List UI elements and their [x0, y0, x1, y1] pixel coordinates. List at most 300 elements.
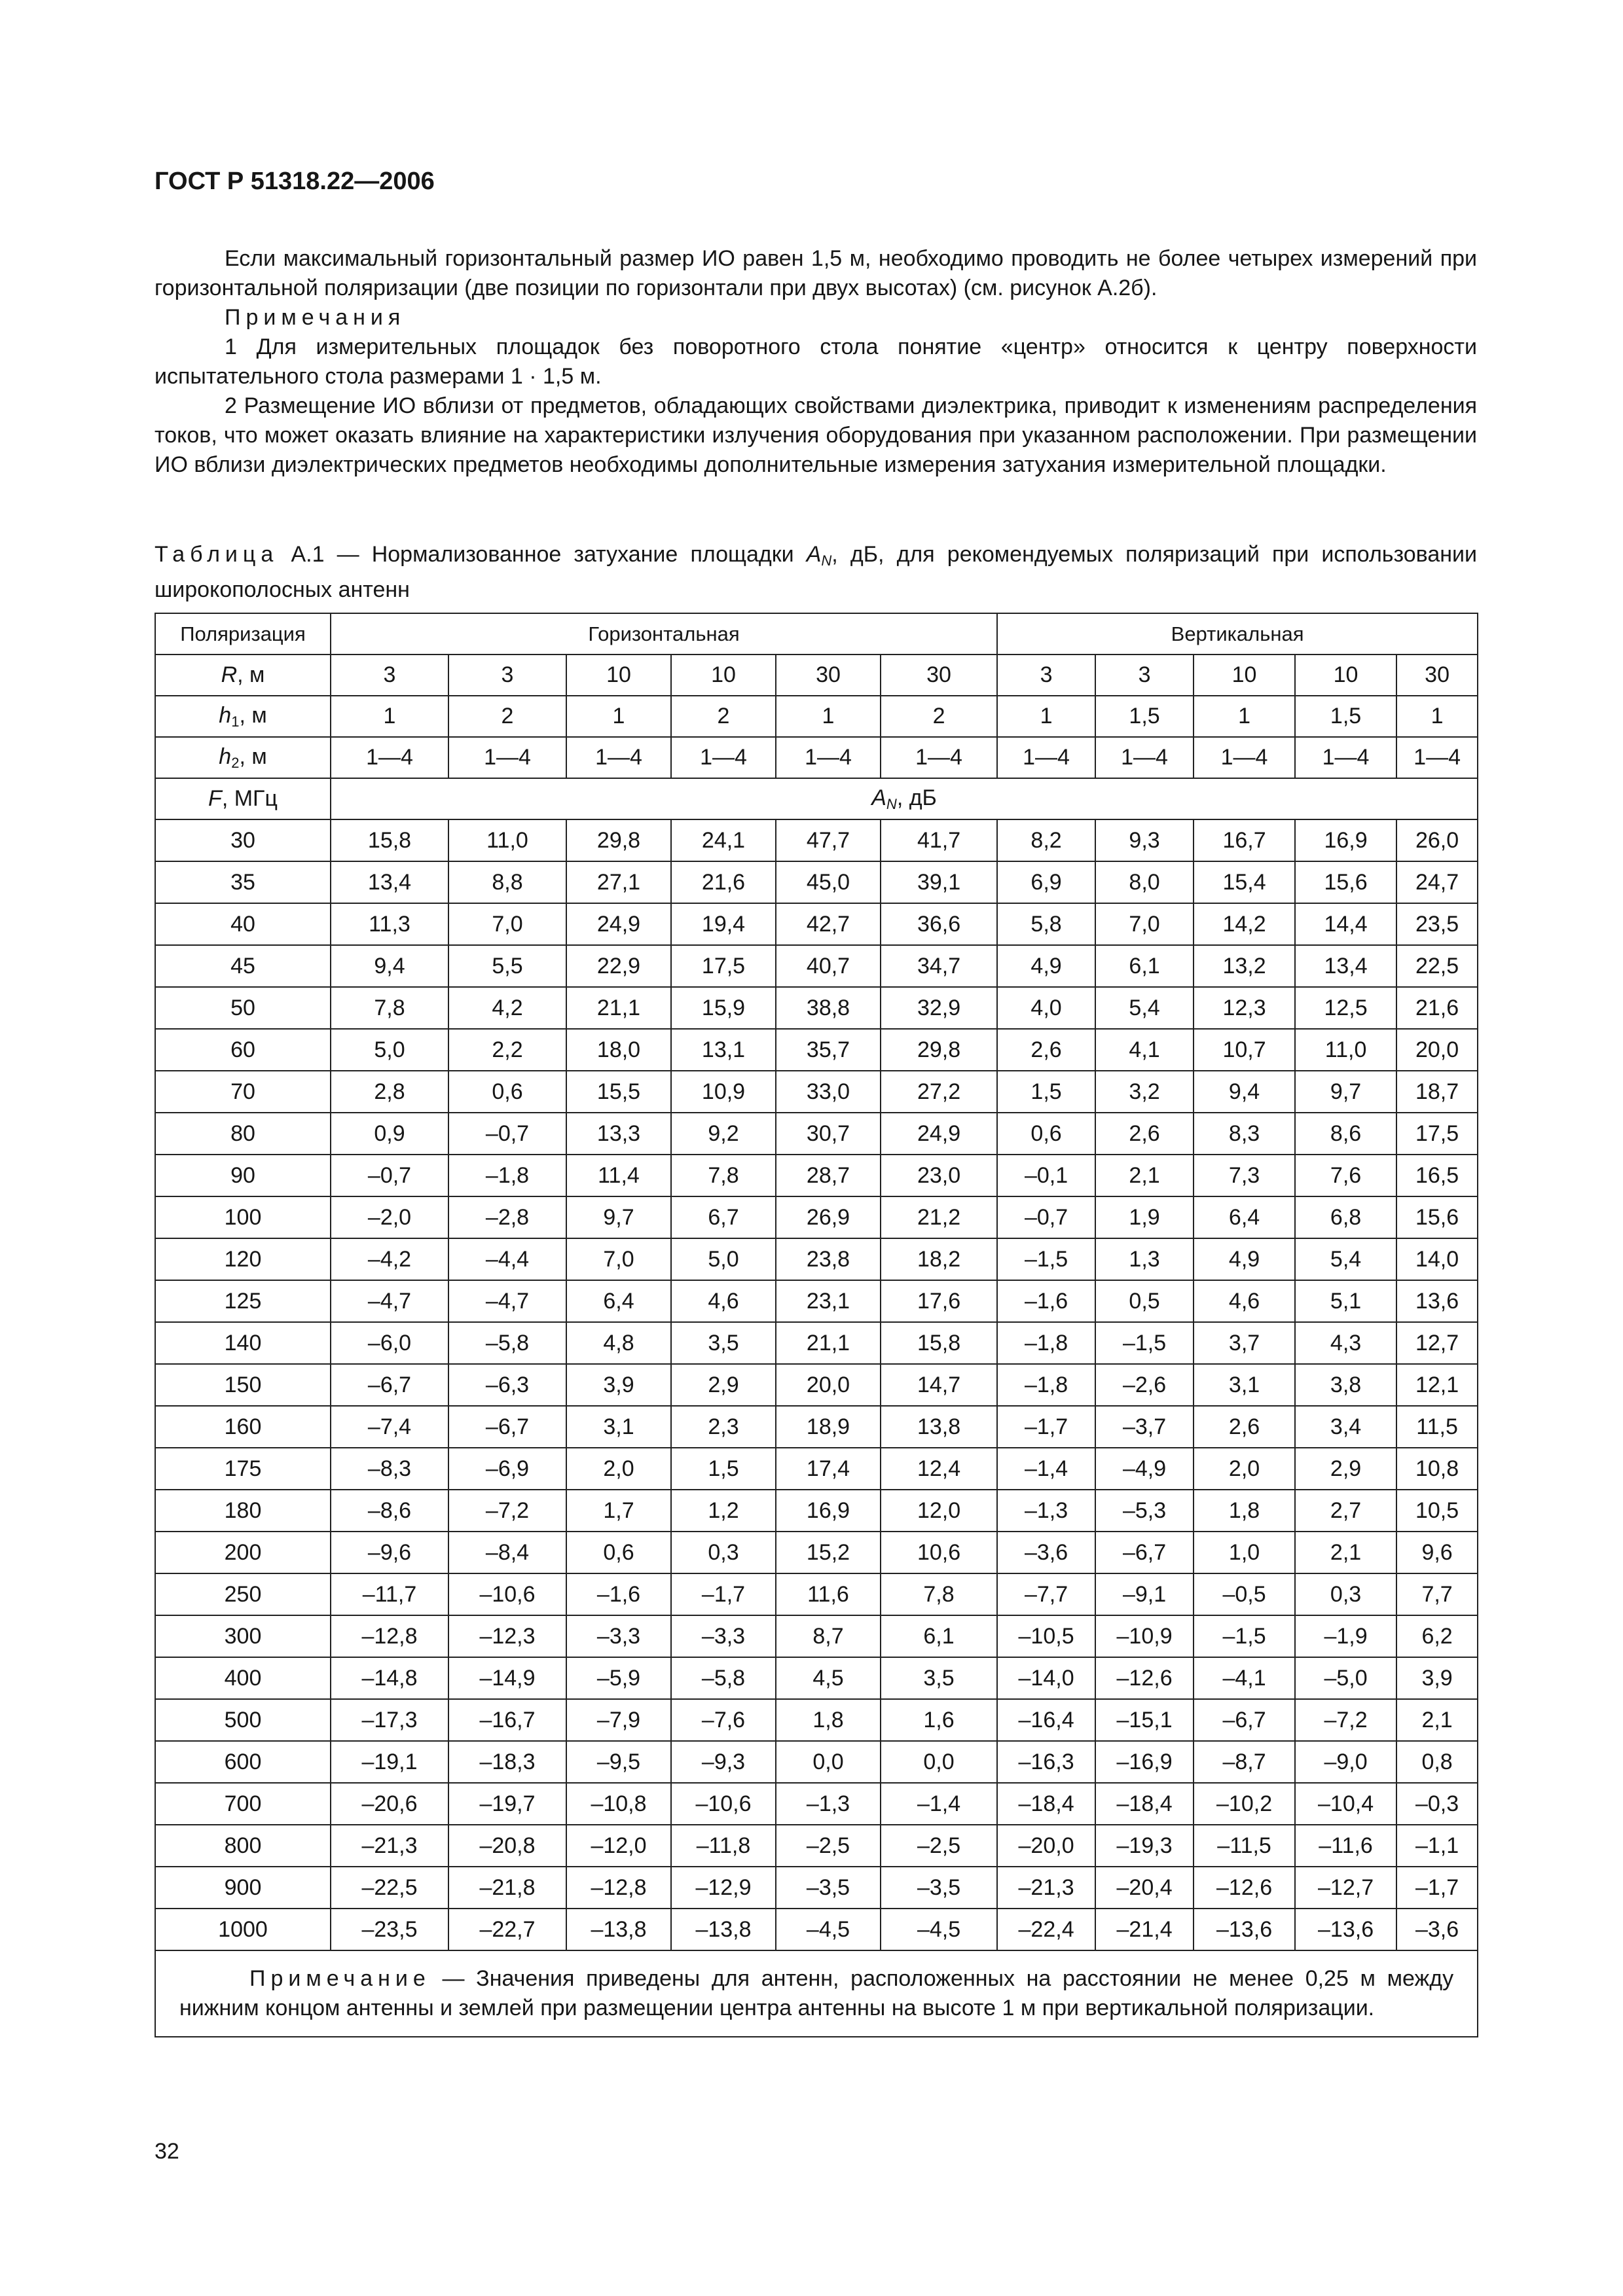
attenuation-cell: 2,1: [1396, 1699, 1478, 1741]
attenuation-cell: –2,5: [881, 1825, 997, 1867]
attenuation-cell: –20,4: [1095, 1867, 1194, 1909]
attenuation-cell: –6,0: [331, 1322, 448, 1364]
attenuation-cell: 6,9: [997, 861, 1095, 903]
attenuation-cell: 10,7: [1194, 1029, 1295, 1071]
attenuation-cell: –10,8: [566, 1783, 671, 1825]
attenuation-cell: –15,1: [1095, 1699, 1194, 1741]
h1-value-cell: 1,5: [1295, 696, 1396, 737]
attenuation-cell: 0,5: [1095, 1280, 1194, 1322]
attenuation-cell: –0,7: [997, 1196, 1095, 1238]
attenuation-cell: 4,1: [1095, 1029, 1194, 1071]
attenuation-cell: 15,8: [881, 1322, 997, 1364]
attenuation-cell: 11,0: [1295, 1029, 1396, 1071]
table-row: [155, 1071, 1478, 1113]
attenuation-cell: 1,8: [1194, 1490, 1295, 1532]
an-sub: N: [886, 795, 897, 812]
caption-label: Таблица: [155, 542, 279, 567]
attenuation-cell: –18,4: [997, 1783, 1095, 1825]
attenuation-cell: –13,6: [1194, 1909, 1295, 1950]
attenuation-cell: 6,4: [1194, 1196, 1295, 1238]
attenuation-cell: 5,4: [1295, 1238, 1396, 1280]
r-label-cell: [155, 655, 331, 696]
attenuation-cell: 2,2: [448, 1029, 566, 1071]
table-row: [155, 1490, 1478, 1532]
attenuation-cell: –2,0: [331, 1196, 448, 1238]
attenuation-cell: 29,8: [566, 819, 671, 861]
attenuation-cell: –1,5: [997, 1238, 1095, 1280]
attenuation-cell: 3,5: [881, 1657, 997, 1699]
attenuation-cell: –0,1: [997, 1155, 1095, 1196]
h2-value-cell: 1—4: [881, 737, 997, 778]
attenuation-cell: 2,6: [1095, 1113, 1194, 1155]
frequency-cell: 90: [155, 1155, 331, 1196]
attenuation-cell: 4,5: [776, 1657, 881, 1699]
attenuation-cell: –9,3: [671, 1741, 776, 1783]
table-row: [155, 1532, 1478, 1573]
f-row: [155, 778, 1478, 819]
attenuation-cell: –5,0: [1295, 1657, 1396, 1699]
h1-value-cell: 2: [881, 696, 997, 737]
attenuation-cell: –0,7: [331, 1155, 448, 1196]
attenuation-cell: 13,3: [566, 1113, 671, 1155]
attenuation-cell: –8,3: [331, 1448, 448, 1490]
attenuation-cell: 28,7: [776, 1155, 881, 1196]
attenuation-cell: 16,5: [1396, 1155, 1478, 1196]
attenuation-cell: 24,7: [1396, 861, 1478, 903]
h2-value-cell: 1—4: [331, 737, 448, 778]
attenuation-cell: 35,7: [776, 1029, 881, 1071]
table-row: [155, 1741, 1478, 1783]
attenuation-cell: 0,8: [1396, 1741, 1478, 1783]
attenuation-cell: 4,9: [1194, 1238, 1295, 1280]
attenuation-cell: –12,8: [331, 1615, 448, 1657]
table-row: [155, 903, 1478, 945]
h2-symbol: h: [219, 744, 232, 769]
frequency-cell: 45: [155, 945, 331, 987]
attenuation-cell: 41,7: [881, 819, 997, 861]
r-value-cell: 10: [1295, 655, 1396, 696]
attenuation-cell: 13,1: [671, 1029, 776, 1071]
attenuation-cell: 11,3: [331, 903, 448, 945]
attenuation-cell: –14,9: [448, 1657, 566, 1699]
page-number: 32: [155, 2139, 179, 2164]
h1-label-cell: [155, 696, 331, 737]
attenuation-cell: 13,4: [1295, 945, 1396, 987]
attenuation-cell: 19,4: [671, 903, 776, 945]
frequency-cell: 900: [155, 1867, 331, 1909]
h1-value-cell: 1,5: [1095, 696, 1194, 737]
attenuation-cell: 18,2: [881, 1238, 997, 1280]
attenuation-cell: 3,5: [671, 1322, 776, 1364]
attenuation-cell: 13,2: [1194, 945, 1295, 987]
attenuation-cell: 1,0: [1194, 1532, 1295, 1573]
attenuation-cell: –12,6: [1194, 1867, 1295, 1909]
attenuation-cell: –1,7: [997, 1406, 1095, 1448]
attenuation-cell: –10,6: [448, 1573, 566, 1615]
attenuation-cell: 32,9: [881, 987, 997, 1029]
table-row: [155, 1657, 1478, 1699]
attenuation-cell: 2,0: [566, 1448, 671, 1490]
attenuation-cell: –1,9: [1295, 1615, 1396, 1657]
h2-label-cell: [155, 737, 331, 778]
attenuation-cell: 22,9: [566, 945, 671, 987]
frequency-cell: 60: [155, 1029, 331, 1071]
attenuation-cell: 15,4: [1194, 861, 1295, 903]
attenuation-cell: –9,1: [1095, 1573, 1194, 1615]
attenuation-cell: 23,0: [881, 1155, 997, 1196]
attenuation-cell: 3,1: [1194, 1364, 1295, 1406]
attenuation-cell: 5,0: [331, 1029, 448, 1071]
attenuation-cell: –13,8: [566, 1909, 671, 1950]
attenuation-cell: –16,9: [1095, 1741, 1194, 1783]
f-label-cell: [155, 778, 331, 819]
attenuation-cell: –20,6: [331, 1783, 448, 1825]
attenuation-cell: 27,2: [881, 1071, 997, 1113]
h1-value-cell: 1: [997, 696, 1095, 737]
frequency-cell: 100: [155, 1196, 331, 1238]
table-row: [155, 1238, 1478, 1280]
an-unit: , дБ: [896, 785, 937, 810]
attenuation-cell: 2,1: [1095, 1155, 1194, 1196]
attenuation-cell: 9,4: [331, 945, 448, 987]
table-row: [155, 1615, 1478, 1657]
attenuation-cell: –16,7: [448, 1699, 566, 1741]
attenuation-cell: –1,7: [671, 1573, 776, 1615]
h2-value-cell: 1—4: [566, 737, 671, 778]
attenuation-cell: –20,0: [997, 1825, 1095, 1867]
attenuation-cell: –3,6: [1396, 1909, 1478, 1950]
attenuation-cell: 17,5: [671, 945, 776, 987]
attenuation-cell: –3,3: [566, 1615, 671, 1657]
attenuation-cell: 14,7: [881, 1364, 997, 1406]
frequency-cell: 70: [155, 1071, 331, 1113]
frequency-cell: 50: [155, 987, 331, 1029]
attenuation-cell: 8,2: [997, 819, 1095, 861]
h1-unit: , м: [239, 702, 267, 728]
attenuation-cell: 7,0: [1095, 903, 1194, 945]
attenuation-cell: 4,6: [1194, 1280, 1295, 1322]
r-value-cell: 30: [881, 655, 997, 696]
attenuation-cell: 1,9: [1095, 1196, 1194, 1238]
attenuation-cell: 3,9: [1396, 1657, 1478, 1699]
attenuation-cell: 27,1: [566, 861, 671, 903]
attenuation-cell: –22,4: [997, 1909, 1095, 1950]
attenuation-cell: 3,9: [566, 1364, 671, 1406]
attenuation-cell: –6,9: [448, 1448, 566, 1490]
caption-text-before: А.1 — Нормализованное затухание площадки: [278, 542, 807, 567]
attenuation-cell: 14,4: [1295, 903, 1396, 945]
attenuation-cell: 4,9: [997, 945, 1095, 987]
attenuation-cell: –5,8: [448, 1322, 566, 1364]
attenuation-cell: 14,2: [1194, 903, 1295, 945]
attenuation-cell: –16,4: [997, 1699, 1095, 1741]
attenuation-cell: 45,0: [776, 861, 881, 903]
attenuation-cell: 1,5: [997, 1071, 1095, 1113]
attenuation-cell: 10,5: [1396, 1490, 1478, 1532]
table-row: [155, 1196, 1478, 1238]
table-note-row: [155, 1950, 1478, 2037]
attenuation-cell: 5,1: [1295, 1280, 1396, 1322]
attenuation-cell: 12,0: [881, 1490, 997, 1532]
attenuation-cell: 7,8: [671, 1155, 776, 1196]
attenuation-cell: –19,3: [1095, 1825, 1194, 1867]
table-row: [155, 819, 1478, 861]
attenuation-cell: –7,7: [997, 1573, 1095, 1615]
attenuation-cell: –3,5: [881, 1867, 997, 1909]
h2-value-cell: 1—4: [671, 737, 776, 778]
attenuation-cell: –1,8: [997, 1322, 1095, 1364]
attenuation-cell: 33,0: [776, 1071, 881, 1113]
attenuation-cell: 0,3: [671, 1532, 776, 1573]
attenuation-cell: –8,4: [448, 1532, 566, 1573]
attenuation-cell: 5,5: [448, 945, 566, 987]
attenuation-cell: –14,0: [997, 1657, 1095, 1699]
attenuation-cell: –4,4: [448, 1238, 566, 1280]
h2-value-cell: 1—4: [1396, 737, 1478, 778]
attenuation-cell: –16,3: [997, 1741, 1095, 1783]
frequency-cell: 700: [155, 1783, 331, 1825]
attenuation-cell: 23,5: [1396, 903, 1478, 945]
attenuation-cell: 0,0: [881, 1741, 997, 1783]
attenuation-cell: 2,9: [1295, 1448, 1396, 1490]
attenuation-cell: 15,6: [1396, 1196, 1478, 1238]
attenuation-cell: 1,2: [671, 1490, 776, 1532]
r-value-cell: 3: [448, 655, 566, 696]
attenuation-cell: –13,6: [1295, 1909, 1396, 1950]
attenuation-cell: –5,8: [671, 1657, 776, 1699]
attenuation-cell: –3,7: [1095, 1406, 1194, 1448]
attenuation-cell: 1,7: [566, 1490, 671, 1532]
table-row: [155, 1113, 1478, 1155]
r-row: [155, 655, 1478, 696]
attenuation-cell: 6,8: [1295, 1196, 1396, 1238]
f-unit: , МГц: [221, 786, 278, 811]
table-note: [155, 1950, 1478, 2037]
attenuation-cell: 40,7: [776, 945, 881, 987]
attenuation-cell: 7,8: [881, 1573, 997, 1615]
attenuation-cell: –11,5: [1194, 1825, 1295, 1867]
table-row: [155, 1825, 1478, 1867]
r-symbol: R: [221, 662, 238, 687]
attenuation-cell: 7,7: [1396, 1573, 1478, 1615]
attenuation-cell: 16,7: [1194, 819, 1295, 861]
attenuation-cell: 7,0: [566, 1238, 671, 1280]
attenuation-cell: –1,6: [997, 1280, 1095, 1322]
f-symbol: F: [208, 786, 222, 811]
attenuation-cell: 12,5: [1295, 987, 1396, 1029]
attenuation-cell: –1,3: [776, 1783, 881, 1825]
attenuation-cell: 11,6: [776, 1573, 881, 1615]
attenuation-cell: –12,7: [1295, 1867, 1396, 1909]
attenuation-cell: –3,6: [997, 1532, 1095, 1573]
frequency-cell: 140: [155, 1322, 331, 1364]
attenuation-cell: –1,3: [997, 1490, 1095, 1532]
attenuation-cell: –10,4: [1295, 1783, 1396, 1825]
attenuation-cell: 4,0: [997, 987, 1095, 1029]
note-1: 1 Для измерительных площадок без поворотного стола понятие «центр» относится к центру поверхности испытательного стола размерами 1 · 1,5 м.: [155, 334, 1477, 389]
frequency-cell: 175: [155, 1448, 331, 1490]
attenuation-cell: 10,6: [881, 1532, 997, 1573]
attenuation-cell: 0,3: [1295, 1573, 1396, 1615]
frequency-cell: 200: [155, 1532, 331, 1573]
attenuation-cell: 2,3: [671, 1406, 776, 1448]
table-row: [155, 1867, 1478, 1909]
attenuation-cell: –21,8: [448, 1867, 566, 1909]
attenuation-cell: 21,1: [566, 987, 671, 1029]
attenuation-cell: 1,6: [881, 1699, 997, 1741]
attenuation-cell: –11,8: [671, 1825, 776, 1867]
attenuation-cell: –8,6: [331, 1490, 448, 1532]
attenuation-cell: –0,7: [448, 1113, 566, 1155]
an-header: [331, 778, 1478, 819]
attenuation-cell: 9,2: [671, 1113, 776, 1155]
attenuation-cell: –12,0: [566, 1825, 671, 1867]
attenuation-cell: –1,5: [1095, 1322, 1194, 1364]
r-unit: , м: [237, 662, 265, 687]
attenuation-cell: 13,6: [1396, 1280, 1478, 1322]
frequency-cell: 125: [155, 1280, 331, 1322]
r-value-cell: 30: [1396, 655, 1478, 696]
attenuation-cell: 9,3: [1095, 819, 1194, 861]
h1-value-cell: 1: [1396, 696, 1478, 737]
attenuation-cell: –3,5: [776, 1867, 881, 1909]
attenuation-cell: –4,5: [776, 1909, 881, 1950]
attenuation-cell: 3,1: [566, 1406, 671, 1448]
h2-sub: 2: [231, 754, 240, 771]
h1-value-cell: 2: [448, 696, 566, 737]
table-row: [155, 861, 1478, 903]
caption-text-after: , дБ, для рекомендуемых поляризаций при использовании широкополосных антенн: [155, 542, 1477, 602]
attenuation-cell: 13,4: [331, 861, 448, 903]
h1-symbol: h: [219, 702, 232, 728]
attenuation-cell: 3,8: [1295, 1364, 1396, 1406]
attenuation-cell: 26,9: [776, 1196, 881, 1238]
attenuation-cell: –21,3: [331, 1825, 448, 1867]
attenuation-cell: –1,4: [997, 1448, 1095, 1490]
attenuation-cell: –3,3: [671, 1615, 776, 1657]
frequency-cell: 160: [155, 1406, 331, 1448]
attenuation-cell: –1,1: [1396, 1825, 1478, 1867]
attenuation-cell: 8,3: [1194, 1113, 1295, 1155]
attenuation-cell: 0,0: [776, 1741, 881, 1783]
attenuation-cell: 2,8: [331, 1071, 448, 1113]
attenuation-cell: –12,3: [448, 1615, 566, 1657]
attenuation-cell: 15,8: [331, 819, 448, 861]
attenuation-cell: 2,1: [1295, 1532, 1396, 1573]
attenuation-cell: 4,6: [671, 1280, 776, 1322]
frequency-cell: 40: [155, 903, 331, 945]
attenuation-cell: 34,7: [881, 945, 997, 987]
attenuation-cell: 11,5: [1396, 1406, 1478, 1448]
attenuation-cell: 29,8: [881, 1029, 997, 1071]
attenuation-cell: –6,7: [448, 1406, 566, 1448]
attenuation-cell: 21,1: [776, 1322, 881, 1364]
r-value-cell: 3: [331, 655, 448, 696]
attenuation-cell: –10,2: [1194, 1783, 1295, 1825]
attenuation-cell: 15,5: [566, 1071, 671, 1113]
attenuation-cell: 11,4: [566, 1155, 671, 1196]
attenuation-cell: 17,4: [776, 1448, 881, 1490]
h1-value-cell: 1: [331, 696, 448, 737]
attenuation-cell: –4,7: [448, 1280, 566, 1322]
attenuation-cell: –2,8: [448, 1196, 566, 1238]
attenuation-cell: 5,8: [997, 903, 1095, 945]
attenuation-cell: –4,5: [881, 1909, 997, 1950]
attenuation-cell: 0,6: [997, 1113, 1095, 1155]
attenuation-cell: –22,7: [448, 1909, 566, 1950]
frequency-cell: 800: [155, 1825, 331, 1867]
frequency-cell: 400: [155, 1657, 331, 1699]
attenuation-cell: –21,4: [1095, 1909, 1194, 1950]
attenuation-cell: 17,6: [881, 1280, 997, 1322]
attenuation-cell: 36,6: [881, 903, 997, 945]
r-value-cell: 3: [997, 655, 1095, 696]
h1-value-cell: 1: [1194, 696, 1295, 737]
attenuation-cell: –21,3: [997, 1867, 1095, 1909]
table-row: [155, 1783, 1478, 1825]
attenuation-cell: –12,8: [566, 1867, 671, 1909]
attenuation-cell: 11,0: [448, 819, 566, 861]
r-value-cell: 3: [1095, 655, 1194, 696]
frequency-cell: 30: [155, 819, 331, 861]
frequency-cell: 120: [155, 1238, 331, 1280]
an-symbol: A: [871, 785, 886, 810]
attenuation-cell: –1,8: [997, 1364, 1095, 1406]
attenuation-cell: –2,6: [1095, 1364, 1194, 1406]
frequency-cell: 600: [155, 1741, 331, 1783]
attenuation-cell: 21,6: [1396, 987, 1478, 1029]
h2-unit: , м: [239, 744, 267, 769]
attenuation-cell: 1,3: [1095, 1238, 1194, 1280]
attenuation-cell: 26,0: [1396, 819, 1478, 861]
attenuation-cell: 38,8: [776, 987, 881, 1029]
attenuation-cell: –12,6: [1095, 1657, 1194, 1699]
attenuation-cell: –7,2: [448, 1490, 566, 1532]
attenuation-cell: 7,8: [331, 987, 448, 1029]
table-row: [155, 1448, 1478, 1490]
attenuation-cell: –7,6: [671, 1699, 776, 1741]
attenuation-cell: 12,3: [1194, 987, 1295, 1029]
attenuation-cell: –1,4: [881, 1783, 997, 1825]
caption-a-sub: N: [821, 552, 832, 569]
attenuation-cell: 12,7: [1396, 1322, 1478, 1364]
attenuation-cell: –6,7: [1095, 1532, 1194, 1573]
attenuation-cell: –10,6: [671, 1783, 776, 1825]
frequency-cell: 250: [155, 1573, 331, 1615]
table-note-text: — Значения приведены для антенн, расположенных на расстоянии не менее 0,25 м между нижним концом антенны и землей при размещении центра антенны на высоте 1 м при вертикальной поляризации.: [179, 1966, 1454, 2020]
h1-row: [155, 696, 1478, 737]
attenuation-cell: 47,7: [776, 819, 881, 861]
frequency-cell: 150: [155, 1364, 331, 1406]
attenuation-cell: –6,7: [331, 1364, 448, 1406]
polarization-label: Поляризация: [155, 613, 331, 655]
attenuation-cell: –9,0: [1295, 1741, 1396, 1783]
attenuation-cell: 4,8: [566, 1322, 671, 1364]
attenuation-cell: –20,8: [448, 1825, 566, 1867]
attenuation-cell: –1,8: [448, 1155, 566, 1196]
attenuation-cell: 1,8: [776, 1699, 881, 1741]
attenuation-cell: 12,4: [881, 1448, 997, 1490]
table-row: [155, 1364, 1478, 1406]
attenuation-cell: –2,5: [776, 1825, 881, 1867]
attenuation-cell: –19,1: [331, 1741, 448, 1783]
attenuation-cell: 7,6: [1295, 1155, 1396, 1196]
frequency-cell: 180: [155, 1490, 331, 1532]
attenuation-cell: 24,1: [671, 819, 776, 861]
attenuation-cell: 8,6: [1295, 1113, 1396, 1155]
frequency-cell: 35: [155, 861, 331, 903]
table-row: [155, 1029, 1478, 1071]
